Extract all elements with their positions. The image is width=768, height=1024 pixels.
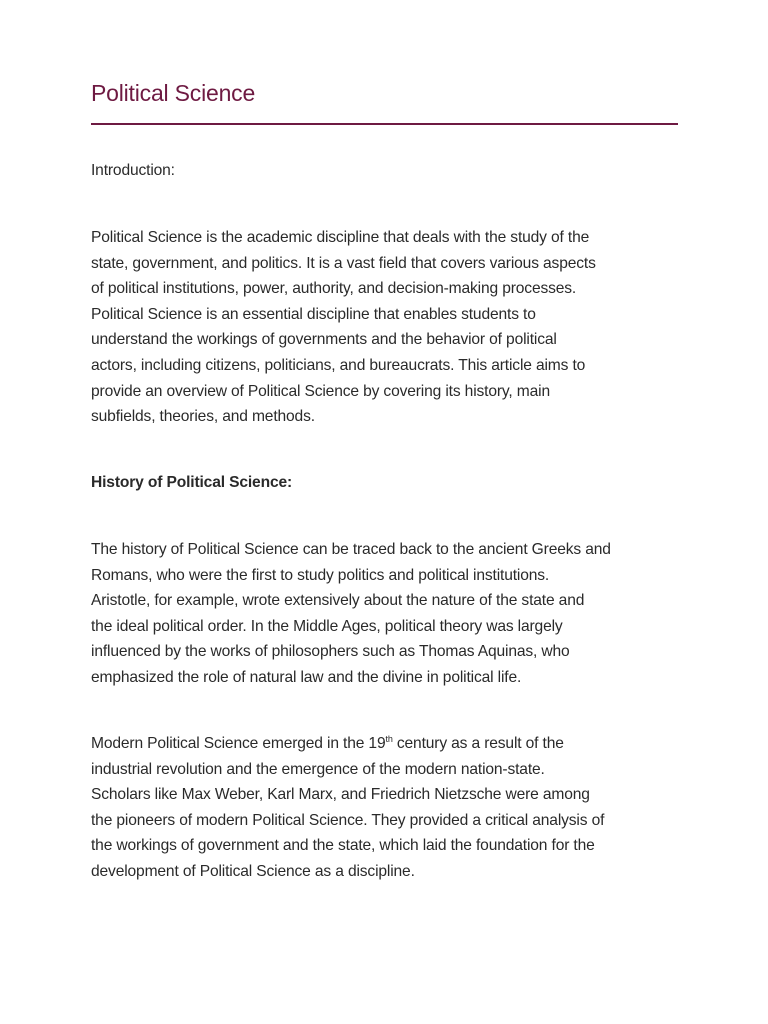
intro-line: state, government, and politics. It is a vast field that covers various aspects [91,254,596,272]
ordinal-suffix: th [385,733,393,744]
history-line: emphasized the role of natural law and the divine in political life. [91,668,522,686]
intro-label: Introduction: [91,162,175,179]
intro-paragraph [91,225,691,430]
modern-line: industrial revolution and the emergence of the modern nation-state. [91,760,545,778]
modern-line: Scholars like Max Weber, Karl Marx, and Friedrich Nietzsche were among [91,786,590,804]
title-underline [91,123,678,125]
history-line: Aristotle, for example, wrote extensively about the nature of the state and [91,592,585,610]
history-line: Romans, who were the first to study politics and political institutions. [91,566,550,584]
intro-line: actors, including citizens, politicians, and bureaucrats. This article aims to [91,356,586,374]
intro-line: Political Science is an essential discipline that enables students to [91,305,536,323]
history-line: influenced by the works of philosophers such as Thomas Aquinas, who [91,643,570,661]
intro-line: understand the workings of governments and the behavior of political [91,331,557,349]
modern-line: the pioneers of modern Political Science. They provided a critical analysis of [91,811,605,829]
history-heading: History of Political Science: [91,474,293,491]
modern-line: development of Political Science as a discipline. [91,862,415,880]
modern-line: the workings of government and the state, which laid the foundation for the [91,837,595,855]
intro-line: Political Science is the academic discipline that deals with the study of the [91,229,590,246]
history-paragraph [91,537,691,691]
modern-line-end: century as a result of the [392,735,564,752]
history-line: the ideal political order. In the Middle Ages, political theory was largely [91,617,563,635]
intro-line: of political institutions, power, authority, and decision-making processes. [91,280,577,298]
document-title: Political Science [91,80,256,106]
intro-line: subfields, theories, and methods. [91,408,315,426]
intro-line: provide an overview of Political Science by covering its history, main [91,382,550,400]
modern-first-line [91,731,691,757]
modern-paragraph [91,731,691,885]
history-line: The history of Political Science can be traced back to the ancient Greeks and [91,541,611,558]
modern-line-start: Modern Political Science emerged in the 19 [91,735,386,752]
